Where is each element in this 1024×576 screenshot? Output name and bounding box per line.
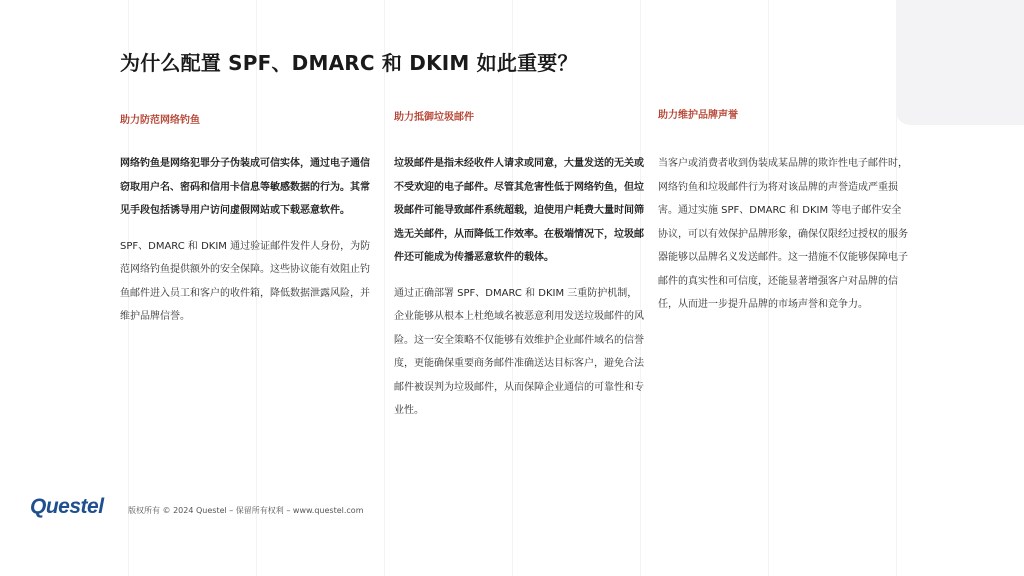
column-phishing xyxy=(120,111,372,329)
corner-decoration xyxy=(896,0,1024,125)
column-paragraph: 通过正确部署 SPF、DMARC 和 DKIM 三重防护机制，企业能够从根本上杜绝域名被恶意利用发送垃圾邮件的风险。这一安全策略不仅能够有效维护企业邮件域名的信誉度，更能确保重要商务邮件准确送达目标客户，避免合法邮件被误判为垃圾邮件，从而保障企业通信的可靠性和专业性。 xyxy=(394,287,644,416)
column-paragraph: 网络钓鱼是网络犯罪分子伪装成可信实体，通过电子通信窃取用户名、密码和信用卡信息等敏感数据的行为。其常见手段包括诱导用户访问虚假网站或下载恶意软件。 xyxy=(120,158,370,216)
column-brand xyxy=(658,106,910,317)
page-title: 为什么配置 SPF、DMARC 和 DKIM 如此重要？ xyxy=(120,51,578,75)
column-spam xyxy=(394,108,646,423)
grid-line xyxy=(384,0,385,576)
column-heading: 助力维护品牌声誉 xyxy=(658,110,738,121)
column-paragraph: 垃圾邮件是指未经收件人请求或同意，大量发送的无关或不受欢迎的电子邮件。尽管其危害性低于网络钓鱼，但垃圾邮件可能导致邮件系统超载，迫使用户耗费大量时间筛选无关邮件，从而降低工作效率。在极端情况下，垃圾邮件还可能成为传播恶意软件的载体。 xyxy=(394,158,644,263)
column-paragraph: 当客户或消费者收到伪装成某品牌的欺诈性电子邮件时，网络钓鱼和垃圾邮件行为将对该品牌的声誉造成严重损害。通过实施 SPF、DMARC 和 DKIM 等电子邮件安全协议，可以有效保护品牌形象，确保仅限经过授权的服务器能够以品牌名义发送邮件。这一措施不仅能够保障电子邮件的真实性和可信度，还能显著增强客户对品牌的信任，从而进一步提升品牌的市场声誉和竞争力。 xyxy=(658,158,908,310)
column-paragraph: SPF、DMARC 和 DKIM 通过验证邮件发件人身份，为防范网络钓鱼提供额外的安全保障。这些协议能有效阻止钓鱼邮件进入员工和客户的收件箱，降低数据泄露风险，并维护品牌信誉。 xyxy=(120,240,371,322)
questel-logo: Questel xyxy=(30,495,104,518)
footer-copyright: 版权所有 © 2024 Questel – 保留所有权利 – www.questel.com xyxy=(128,506,364,515)
column-heading: 助力抵御垃圾邮件 xyxy=(394,112,474,123)
column-heading: 助力防范网络钓鱼 xyxy=(120,115,200,126)
